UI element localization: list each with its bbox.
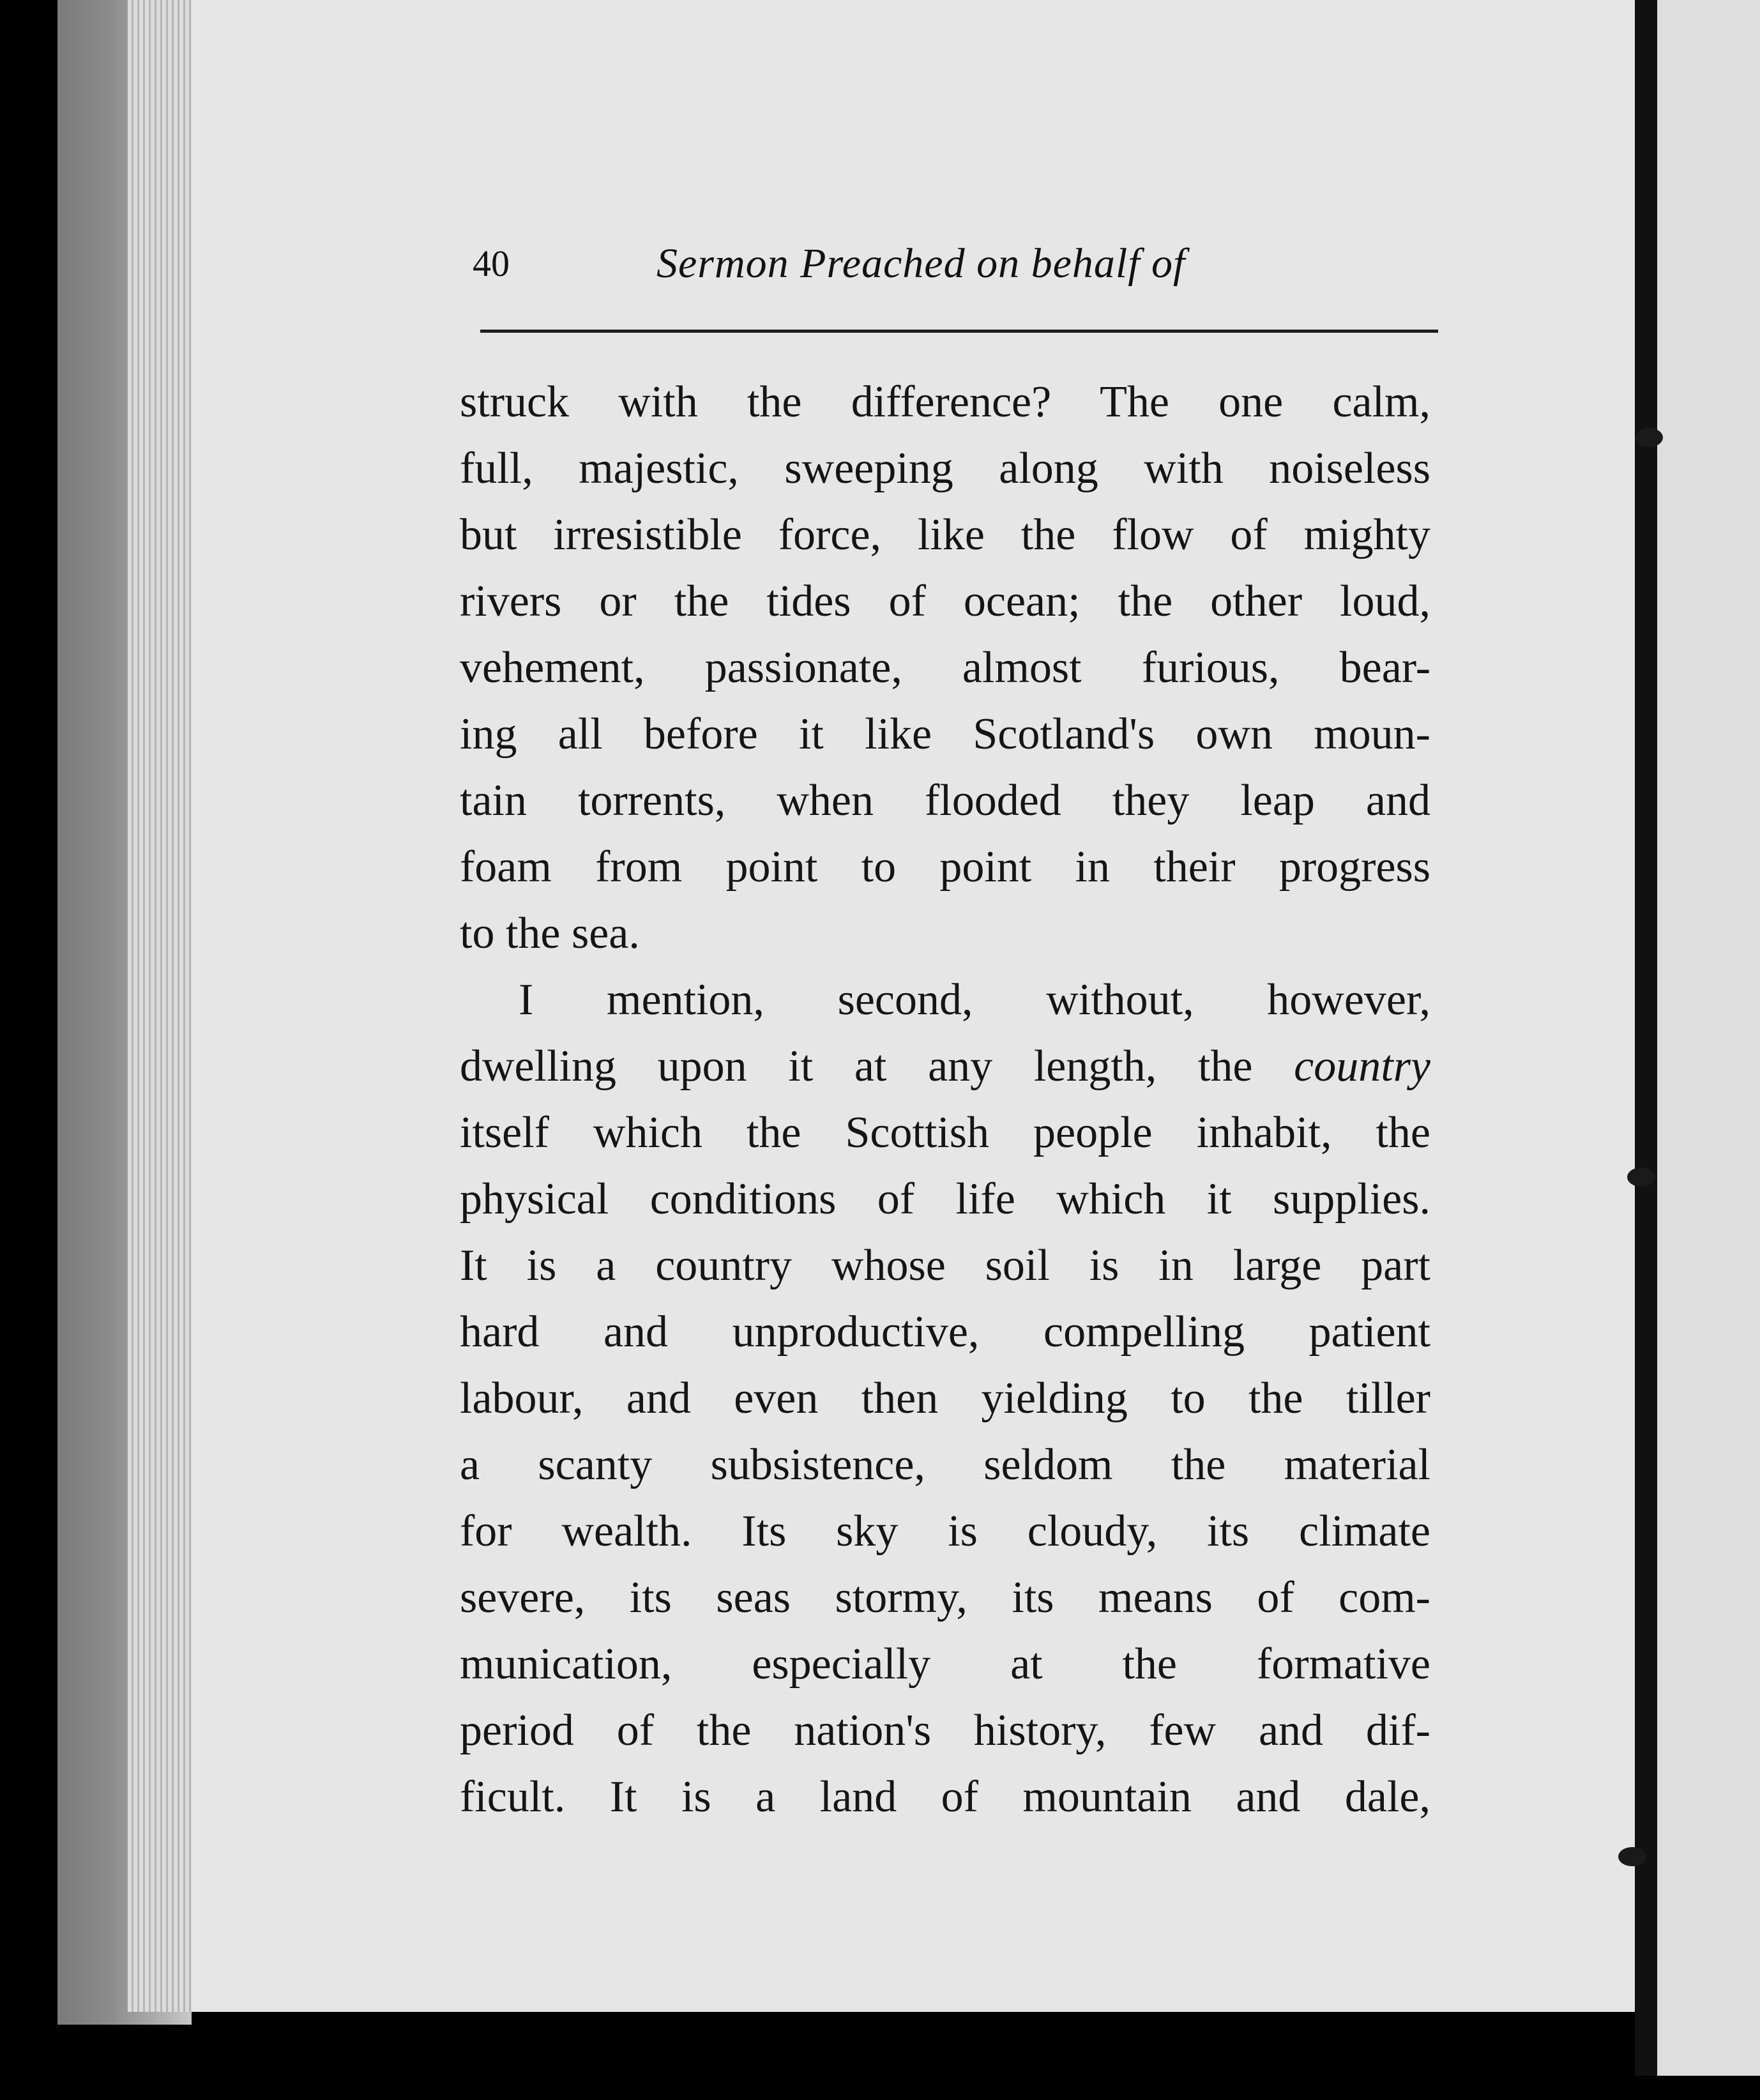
text-line: to the sea. [460,909,640,958]
text-line: foam from point to point in their progress [460,842,1430,892]
text-line: itself which the Scottish people inhabit, the [460,1108,1430,1157]
text-line: I mention, second, without, however, [519,975,1430,1024]
binding-stitch [1627,1168,1655,1187]
page-header [473,241,1443,299]
text-line: munication, especially at the formative [460,1640,1430,1689]
text-line: physical conditions of life which it supplies. [460,1175,1430,1224]
text-line: rivers or the tides of ocean; the other loud, [460,577,1430,626]
page-edge-lines [128,0,198,2012]
text-line: period of the nation's history, few and dif- [460,1706,1430,1755]
text-line: but irresistible force, like the flow of mighty [460,510,1430,559]
text-line: full, majestic, sweeping along with noiseless [460,444,1430,493]
emphasis-country: country [1294,1042,1430,1091]
text-line: struck with the difference? The one calm, [460,377,1430,427]
text-line: vehement, passionate, almost furious, bear- [460,643,1430,692]
text-line: for wealth. Its sky is cloudy, its climate [460,1507,1430,1556]
running-head: Sermon Preached on behalf of [656,240,1186,287]
text-line: hard and unproductive, compelling patient [460,1307,1430,1357]
paragraph-2 [460,967,1430,1830]
paragraph-1 [460,369,1430,967]
text-line: severe, its seas stormy, its means of com- [460,1573,1430,1622]
page-number: 40 [473,243,510,284]
text-line: tain torrents, when flooded they leap and [460,776,1430,825]
binding-stitch [1618,1847,1646,1866]
text-line: It is a country whose soil is in large part [460,1241,1430,1290]
text-line: ing all before it like Scotland's own moun- [460,710,1430,759]
header-rule [480,330,1438,333]
facing-page-edge [1657,0,1760,2076]
text-run: dwelling upon it at any length, the [460,1042,1294,1091]
binding-stitch [1635,428,1663,447]
text-line: ficult. It is a land of mountain and dale, [460,1772,1430,1822]
text-line: a scanty subsistence, seldom the material [460,1440,1430,1489]
body-text [460,369,1430,1830]
text-line: labour, and even then yielding to the tiller [460,1374,1430,1423]
binding-gutter [1635,0,1660,2076]
text-line [460,1033,1430,1100]
